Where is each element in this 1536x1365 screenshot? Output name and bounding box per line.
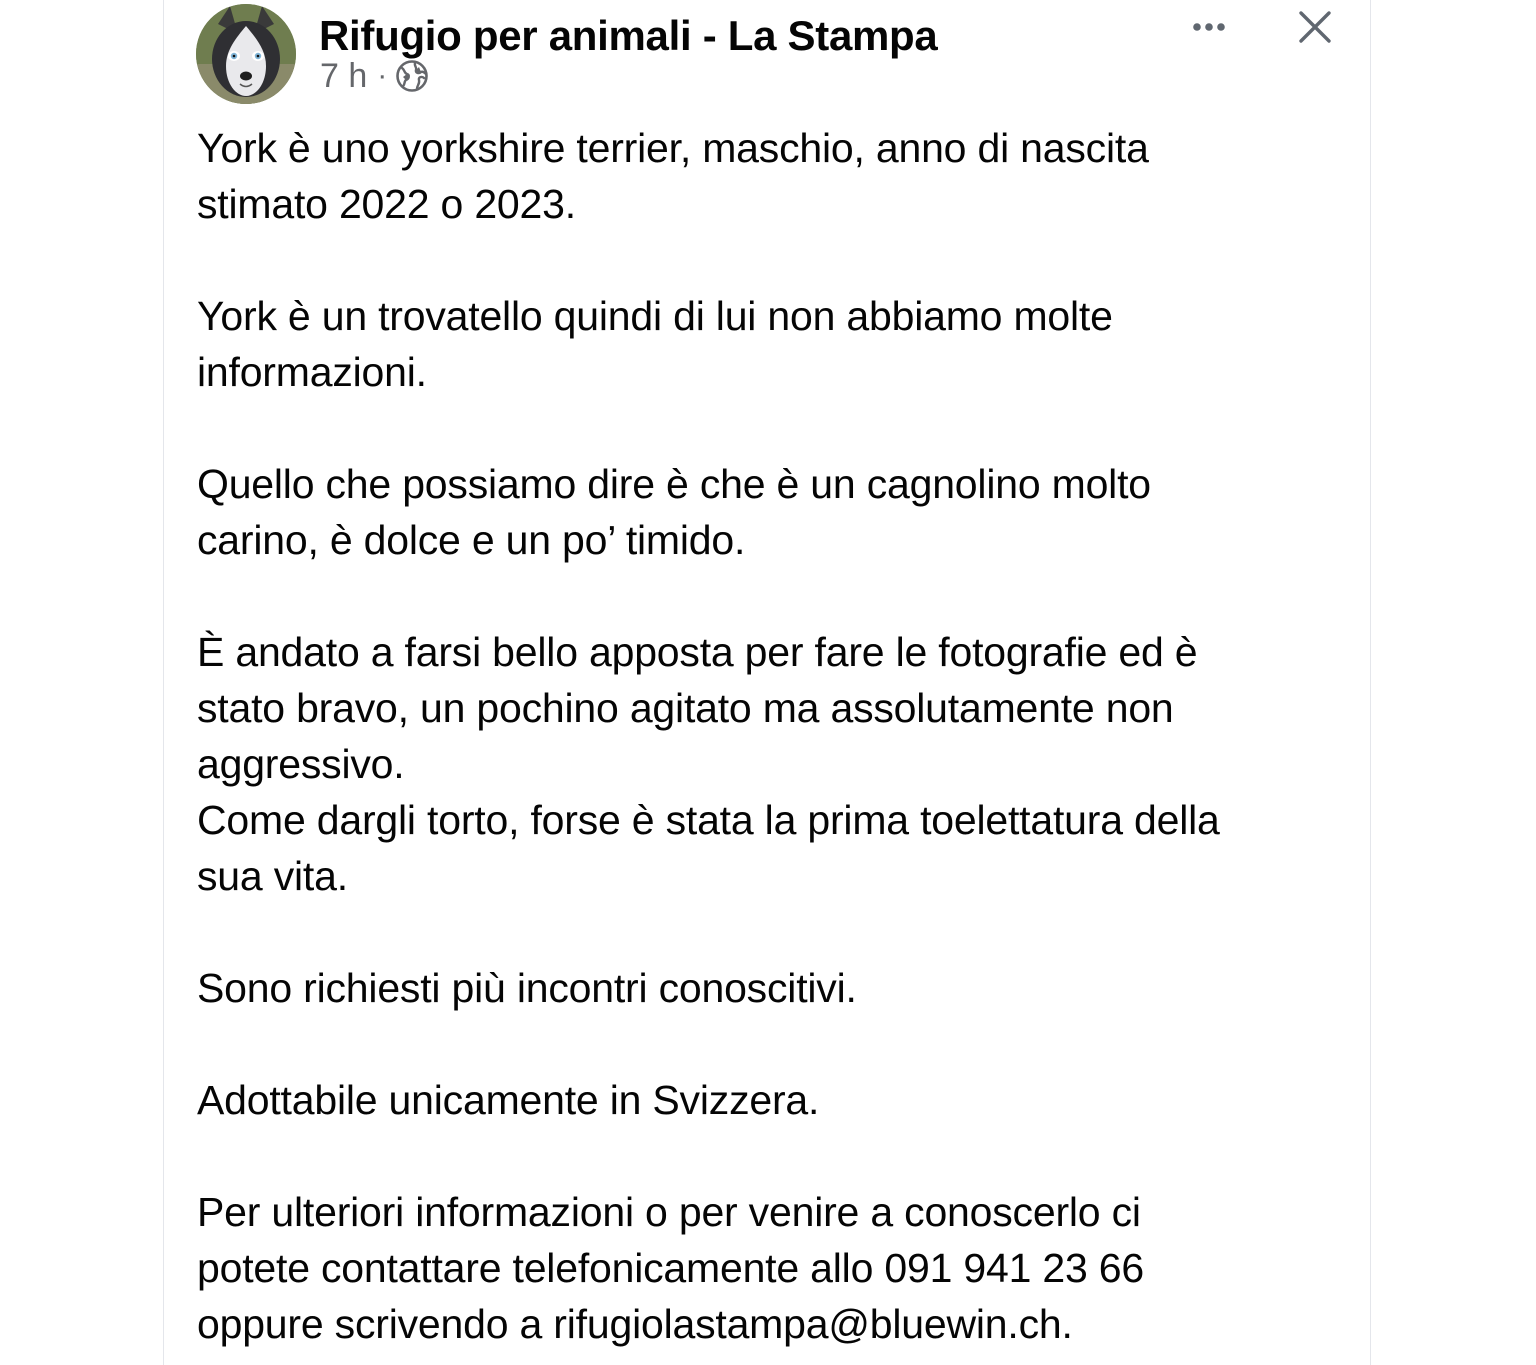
close-button[interactable]	[1290, 4, 1340, 50]
husky-dog-avatar-icon	[196, 4, 296, 104]
post-paragraph: Come dargli torto, forse è stata la prima toelettatura della sua vita.	[197, 797, 1220, 899]
close-icon	[1298, 10, 1332, 44]
post-paragraph: Adottabile unicamente in Svizzera.	[197, 1077, 820, 1123]
post-timestamp[interactable]: 7 h	[320, 56, 368, 95]
post-body	[197, 120, 1347, 1352]
post-paragraph: Sono richiesti più incontri conoscitivi.	[197, 965, 857, 1011]
post-paragraph: York è un trovatello quindi di lui non abbiamo molte informazioni.	[197, 293, 1113, 395]
globe-icon[interactable]	[395, 59, 429, 93]
post-card	[163, 0, 1371, 1365]
post-paragraph: York è uno yorkshire terrier, maschio, anno di nascita stimato 2022 o 2023.	[197, 125, 1149, 227]
post-paragraph: Quello che possiamo dire è che è un cagnolino molto carino, è dolce e un po’ timido.	[197, 461, 1151, 563]
more-options-button[interactable]	[1182, 4, 1236, 50]
post-paragraph: Per ulteriori informazioni o per venire a conoscerlo ci potete contattare telefonicamente allo 091 941 23 66 oppure scrivendo a rifugiolastampa@bluewin.ch.	[197, 1189, 1144, 1347]
more-dots-icon	[1192, 22, 1226, 32]
avatar[interactable]	[196, 4, 296, 104]
post-paragraph: È andato a farsi bello apposta per fare le fotografie ed è stato bravo, un pochino agitato ma assolutamente non aggressivo.	[197, 629, 1198, 787]
post-header	[196, 4, 1340, 104]
meta-separator: ·	[377, 59, 388, 92]
post-meta	[320, 56, 429, 96]
post-author-name[interactable]: Rifugio per animali - La Stampa	[319, 12, 938, 59]
